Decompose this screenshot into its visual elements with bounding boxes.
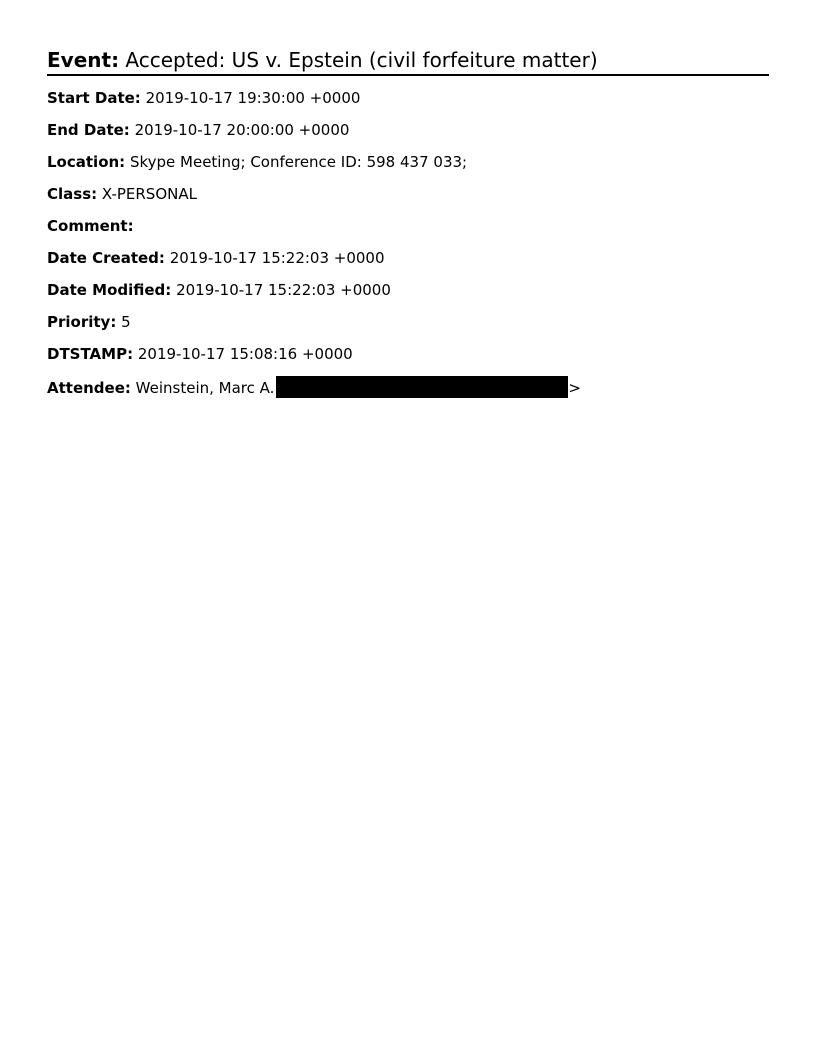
start-date-label: Start Date: (47, 89, 141, 107)
attendee-suffix: > (568, 379, 581, 397)
end-date-label: End Date: (47, 121, 130, 139)
date-modified-value: 2019-10-17 15:22:03 +0000 (176, 281, 391, 299)
priority-row (47, 312, 769, 332)
location-label: Location: (47, 153, 126, 171)
redaction-bar (276, 376, 568, 398)
date-modified-row (47, 280, 769, 300)
priority-label: Priority: (47, 313, 117, 331)
end-date-row (47, 120, 769, 140)
event-title (47, 46, 769, 76)
start-date-row (47, 88, 769, 108)
event-fields (47, 88, 769, 396)
location-row (47, 152, 769, 172)
end-date-value: 2019-10-17 20:00:00 +0000 (134, 121, 350, 139)
dtstamp-label: DTSTAMP: (47, 345, 134, 363)
event-value: Accepted: US v. Epstein (civil forfeiture matter) (125, 48, 598, 72)
class-row (47, 184, 769, 204)
date-modified-label: Date Modified: (47, 281, 172, 299)
class-label: Class: (47, 185, 98, 203)
attendee-value: Weinstein, Marc A. (135, 379, 275, 397)
attendee-row (47, 376, 769, 396)
dtstamp-value: 2019-10-17 15:08:16 +0000 (137, 345, 353, 363)
class-value: X-PERSONAL (101, 185, 197, 203)
location-value: Skype Meeting; Conference ID: 598 437 033; (129, 153, 468, 171)
date-created-label: Date Created: (47, 249, 165, 267)
date-created-row (47, 248, 769, 268)
document-page (47, 46, 769, 408)
date-created-value: 2019-10-17 15:22:03 +0000 (169, 249, 385, 267)
comment-row (47, 216, 769, 236)
event-label: Event: (47, 48, 120, 72)
attendee-label: Attendee: (47, 379, 131, 397)
priority-value: 5 (121, 313, 131, 331)
comment-label: Comment: (47, 217, 134, 235)
start-date-value: 2019-10-17 19:30:00 +0000 (145, 89, 361, 107)
dtstamp-row (47, 344, 769, 364)
